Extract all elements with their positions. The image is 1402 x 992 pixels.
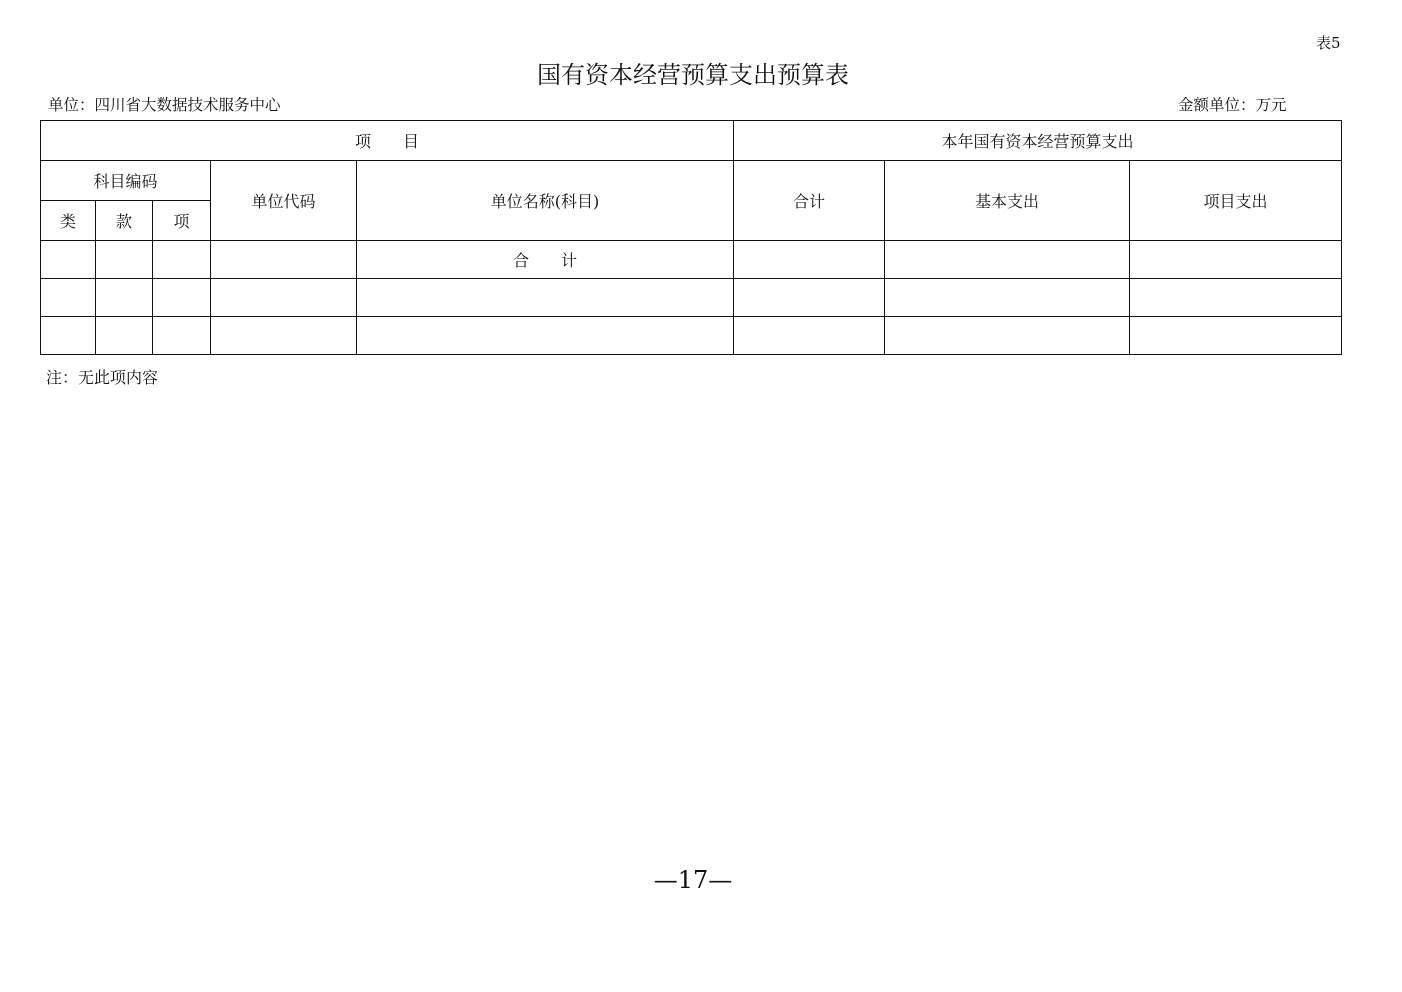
table-row <box>41 279 1342 317</box>
unit-label: 单位：四川省大数据技术服务中心 <box>48 96 281 114</box>
table-cell <box>1130 241 1342 279</box>
total-row-label: 合 计 <box>357 241 734 279</box>
header-project-expense: 项目支出 <box>1130 161 1342 241</box>
header-row-group <box>41 121 1342 161</box>
footnote: 注：无此项内容 <box>46 368 159 387</box>
page-title: 国有资本经营预算支出预算表 <box>537 61 849 89</box>
table-cell <box>211 317 357 355</box>
table-row-total <box>41 241 1342 279</box>
table-number: 表5 <box>1316 34 1341 52</box>
table-cell <box>1130 279 1342 317</box>
table-cell <box>211 241 357 279</box>
table-cell <box>153 241 211 279</box>
table-cell <box>41 241 96 279</box>
table-cell <box>734 317 885 355</box>
header-lei: 类 <box>41 201 96 241</box>
table-cell <box>41 279 96 317</box>
table-cell <box>734 279 885 317</box>
table-cell <box>96 241 153 279</box>
table-cell <box>885 279 1130 317</box>
header-subject-code: 科目编码 <box>41 161 211 201</box>
table-cell <box>734 241 885 279</box>
amount-unit-label: 金额单位：万元 <box>1178 96 1287 114</box>
table-cell <box>357 317 734 355</box>
table-cell <box>357 279 734 317</box>
table-cell <box>885 241 1130 279</box>
table-row <box>41 317 1342 355</box>
table-cell <box>41 317 96 355</box>
table-cell <box>96 317 153 355</box>
table-cell <box>211 279 357 317</box>
header-basic-expense: 基本支出 <box>885 161 1130 241</box>
header-unit-name: 单位名称(科目) <box>357 161 734 241</box>
table-cell <box>1130 317 1342 355</box>
budget-table <box>40 120 1342 355</box>
table-cell <box>96 279 153 317</box>
header-kuan: 款 <box>96 201 153 241</box>
header-item-group: 项 目 <box>41 121 734 161</box>
table-cell <box>885 317 1130 355</box>
header-xiang: 项 <box>153 201 211 241</box>
table-cell <box>153 279 211 317</box>
page-number: —17— <box>653 866 733 894</box>
header-expense-group: 本年国有资本经营预算支出 <box>734 121 1342 161</box>
header-unit-code: 单位代码 <box>211 161 357 241</box>
table-cell <box>153 317 211 355</box>
header-total: 合计 <box>734 161 885 241</box>
header-row-columns <box>41 161 1342 201</box>
